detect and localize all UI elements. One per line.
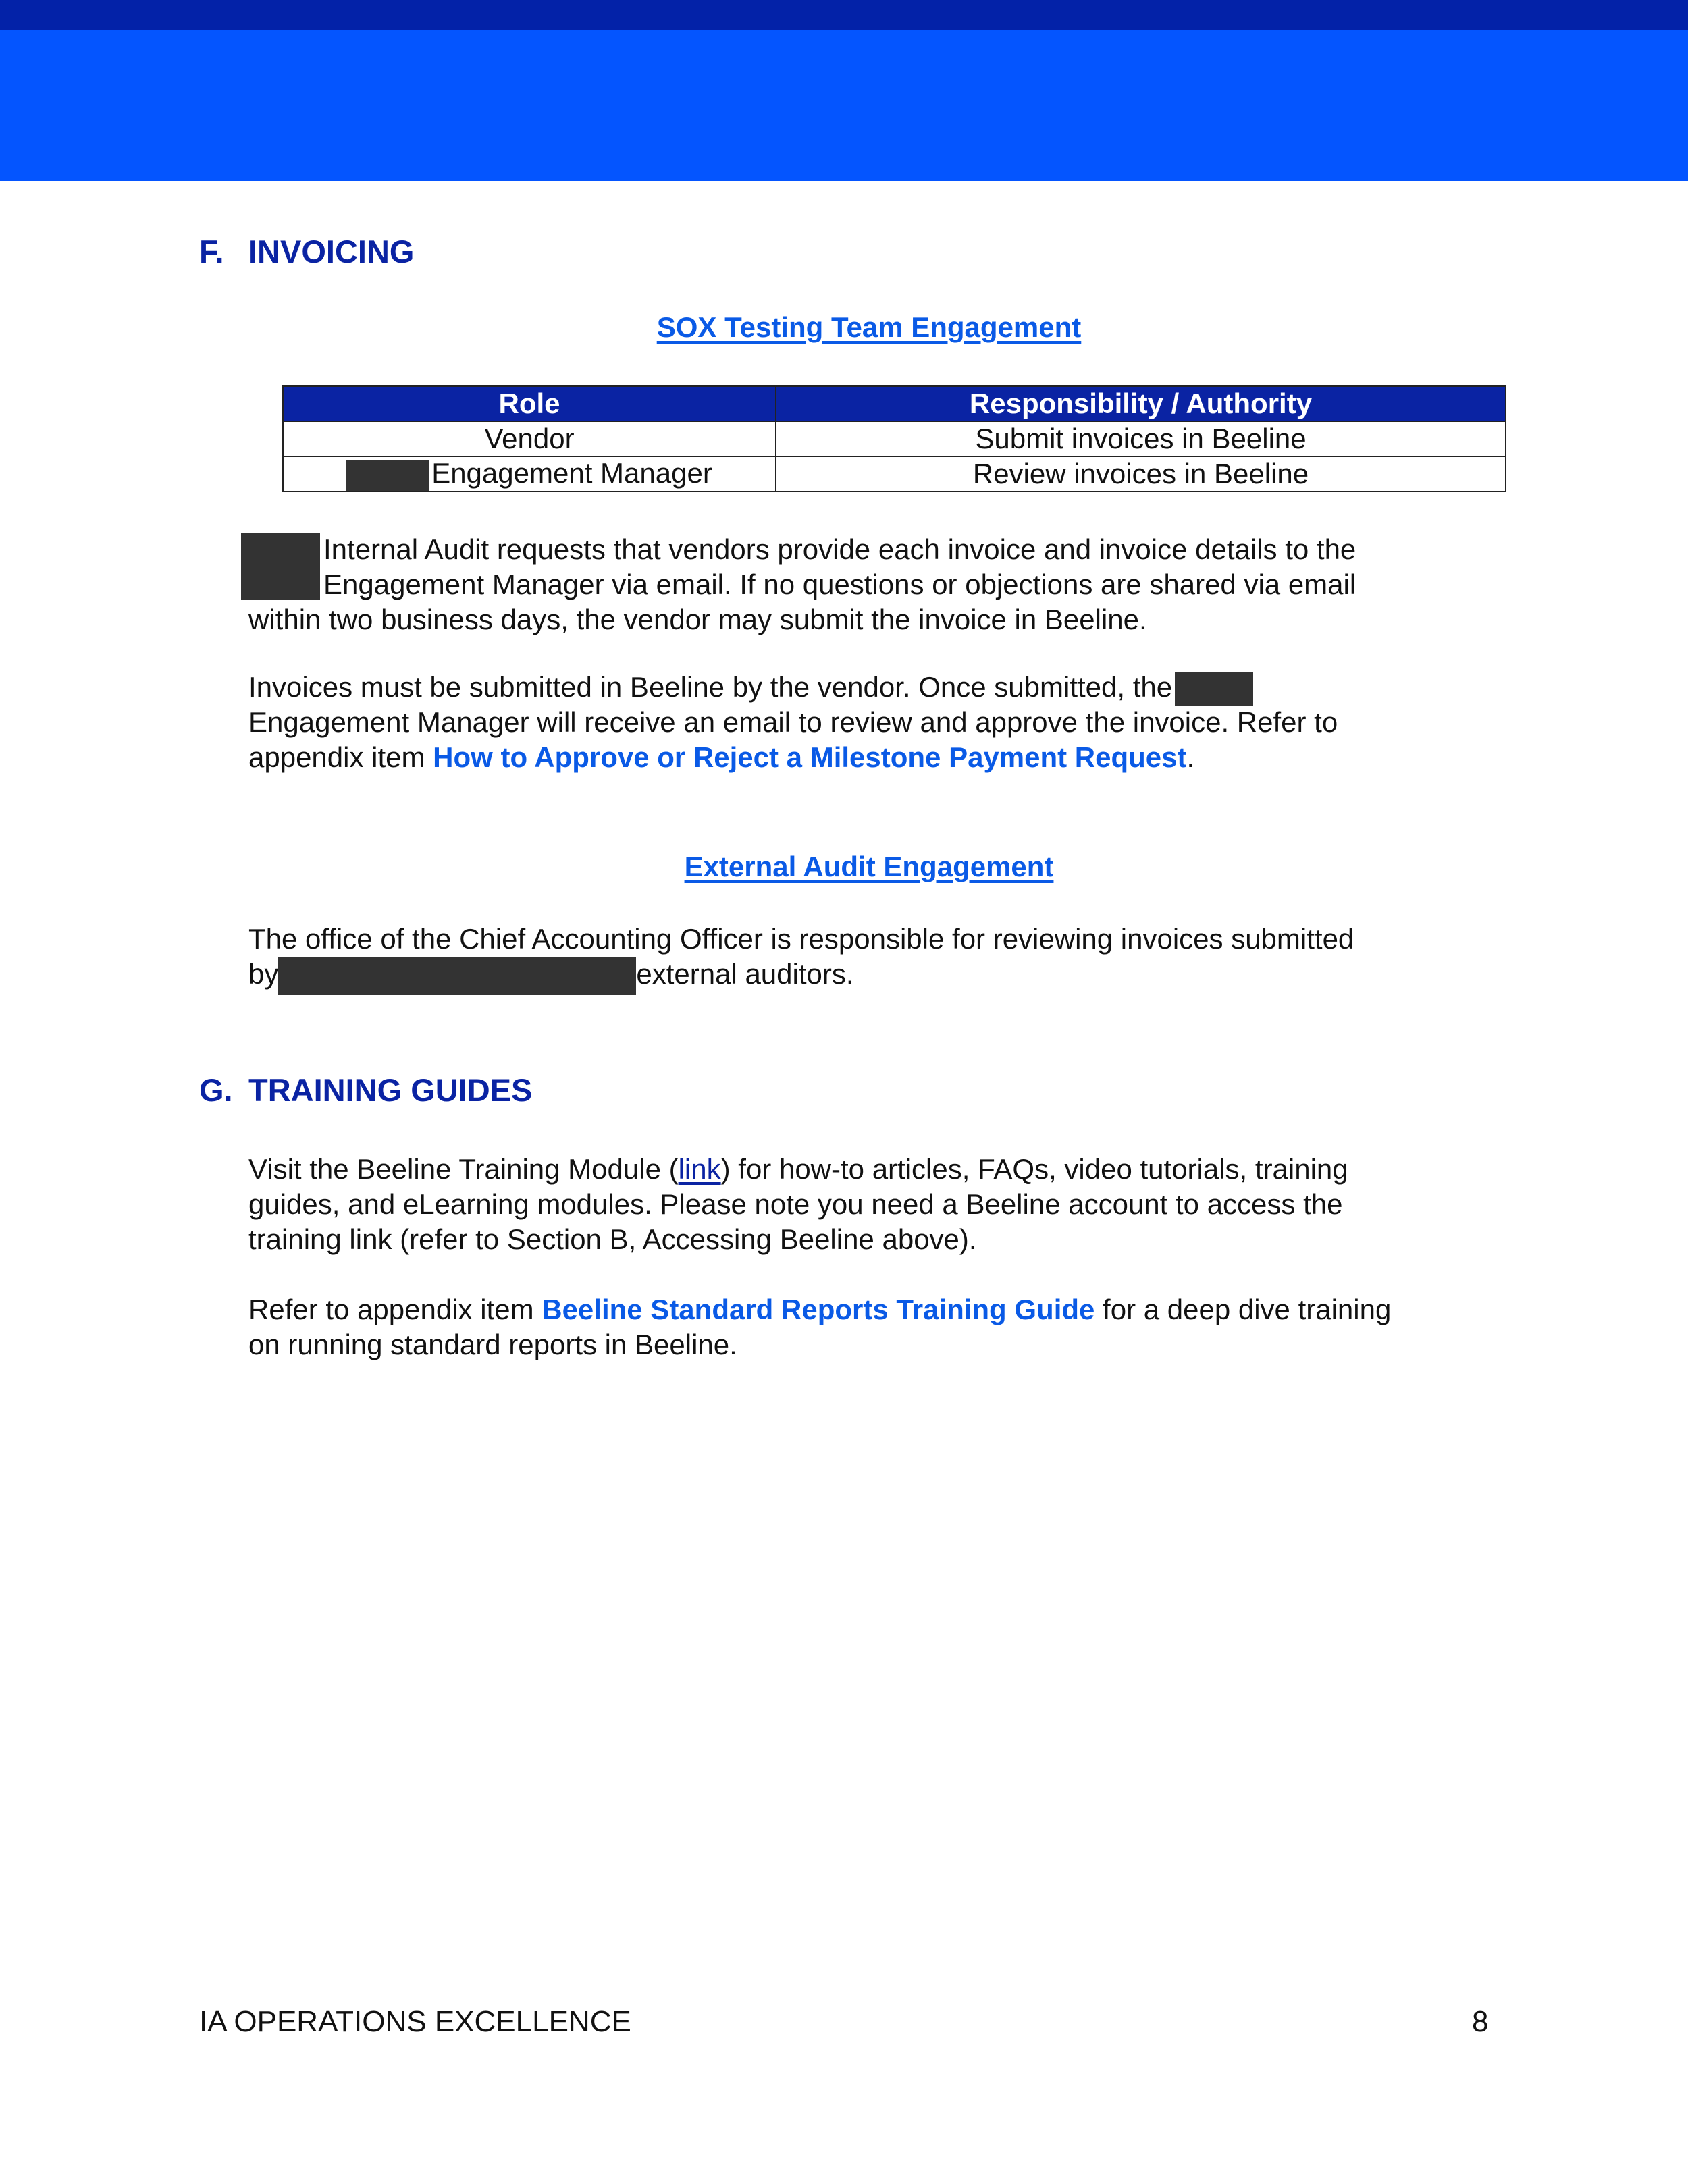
footer-title: IA OPERATIONS EXCELLENCE xyxy=(199,2005,631,2038)
text-line: Engagement Manager will receive an email to review and approve the invoice. Refer to xyxy=(248,706,1338,738)
redaction-block xyxy=(1175,672,1253,706)
external-audit-heading[interactable]: External Audit Engagement xyxy=(684,851,1054,882)
section-f-title: INVOICING xyxy=(248,234,415,269)
table-header-row xyxy=(283,386,1506,421)
table-row xyxy=(283,421,1506,456)
text-line: The office of the Chief Accounting Officer is responsible for reviewing invoices submitted xyxy=(248,923,1354,955)
roles-table xyxy=(282,385,1506,492)
role-label: Engagement Manager xyxy=(431,457,712,489)
redaction-block xyxy=(278,957,636,995)
text-line: Refer to appendix item Beeline Standard Reports Training Guide for a deep dive training xyxy=(248,1294,1392,1325)
sox-engagement-heading[interactable]: SOX Testing Team Engagement xyxy=(656,311,1082,343)
text-line: Visit the Beeline Training Module (link) for how-to articles, FAQs, video tutorials, training xyxy=(248,1153,1348,1185)
redaction-block xyxy=(346,460,429,491)
section-g-letter: G. xyxy=(199,1072,233,1108)
sox-paragraph-2 xyxy=(248,670,1338,775)
sox-paragraph-1 xyxy=(248,532,1356,637)
table-cell-responsibility: Review invoices in Beeline xyxy=(776,456,1506,491)
text-line: training link (refer to Section B, Accessing Beeline above). xyxy=(248,1223,977,1255)
text-line: guides, and eLearning modules. Please note you need a Beeline account to access the xyxy=(248,1188,1343,1220)
table-row xyxy=(283,456,1506,491)
text-line: within two business days, the vendor may submit the invoice in Beeline. xyxy=(248,604,1147,635)
milestone-payment-link[interactable]: How to Approve or Reject a Milestone Payment Request xyxy=(433,741,1187,773)
text-line: Invoices must be submitted in Beeline by the vendor. Once submitted, the xyxy=(248,670,1338,705)
table-cell-role xyxy=(283,456,776,491)
section-f-letter: F. xyxy=(199,234,224,269)
table-header-role: Role xyxy=(283,386,776,421)
section-g-title: TRAINING GUIDES xyxy=(248,1072,533,1108)
text-line: on running standard reports in Beeline. xyxy=(248,1329,737,1360)
table-cell-responsibility: Submit invoices in Beeline xyxy=(776,421,1506,456)
text-line: appendix item How to Approve or Reject a Milestone Payment Request. xyxy=(248,741,1195,773)
header-band xyxy=(0,30,1688,181)
text-line: by external auditors. xyxy=(248,957,1354,992)
training-paragraph-2 xyxy=(248,1292,1391,1362)
table-header-responsibility: Responsibility / Authority xyxy=(776,386,1506,421)
external-audit-paragraph xyxy=(248,922,1354,992)
header-band-dark xyxy=(0,0,1688,30)
standard-reports-guide-link[interactable]: Beeline Standard Reports Training Guide xyxy=(542,1294,1095,1325)
page-number: 8 xyxy=(1472,2005,1489,2038)
training-module-link[interactable]: link xyxy=(678,1153,721,1185)
table-cell-role: Vendor xyxy=(283,421,776,456)
text-line: Internal Audit requests that vendors provide each invoice and invoice details to the xyxy=(323,533,1356,565)
training-paragraph-1 xyxy=(248,1152,1348,1257)
text-line: Engagement Manager via email. If no questions or objections are shared via email xyxy=(323,568,1356,600)
